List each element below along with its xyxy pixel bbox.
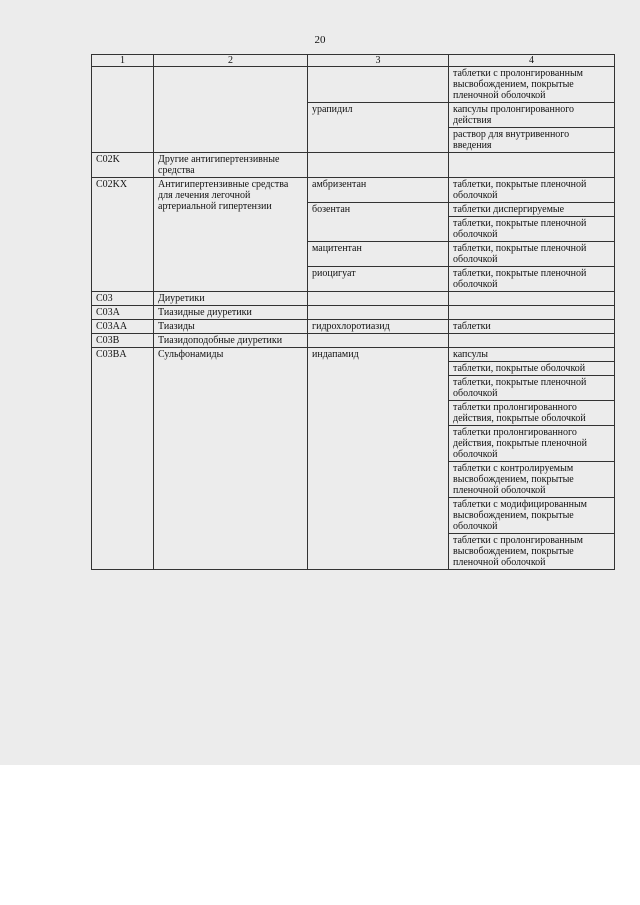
drug-name-cell — [308, 67, 449, 103]
dosage-form-cell: капсулы пролонгированного действия — [449, 103, 615, 128]
drug-name-cell: индапамид — [308, 348, 449, 570]
dosage-form-cell — [449, 306, 615, 320]
group-name-cell: Другие антигипертензивные средства — [154, 153, 308, 178]
dosage-form-cell: таблетки с пролонгированным высвобождением, покрытые пленочной оболочкой — [449, 67, 615, 103]
drug-name-cell: гидрохлоротиазид — [308, 320, 449, 334]
group-name-cell: Сульфонамиды — [154, 348, 308, 570]
atc-code-cell: C03A — [92, 306, 154, 320]
page-number: 20 — [314, 34, 326, 46]
dosage-form-cell: таблетки — [449, 320, 615, 334]
atc-code-cell: C02KX — [92, 178, 154, 292]
group-name-cell — [154, 67, 308, 153]
group-name-cell: Тиазидоподобные диуретики — [154, 334, 308, 348]
drug-name-cell: бозентан — [308, 203, 449, 242]
dosage-form-cell: таблетки, покрытые оболочкой — [449, 362, 615, 376]
group-name-cell: Тиазидные диуретики — [154, 306, 308, 320]
atc-code-cell: C03B — [92, 334, 154, 348]
drug-table — [91, 54, 615, 570]
atc-code-cell: C03AA — [92, 320, 154, 334]
dosage-form-cell: таблетки с пролонгированным высвобождением, покрытые пленочной оболочкой — [449, 534, 615, 570]
dosage-form-cell: таблетки, покрытые пленочной оболочкой — [449, 217, 615, 242]
dosage-form-cell: таблетки с модифицированным высвобождением, покрытые оболочкой — [449, 498, 615, 534]
group-name-cell: Антигипертензивные средства для лечения легочной артериальной гипертензии — [154, 178, 308, 292]
table-row — [92, 153, 615, 178]
dosage-form-cell — [449, 292, 615, 306]
dosage-form-cell — [449, 153, 615, 178]
drug-name-cell: риоцигуат — [308, 267, 449, 292]
dosage-form-cell: таблетки пролонгированного действия, покрытые пленочной оболочкой — [449, 426, 615, 462]
group-name-cell: Тиазиды — [154, 320, 308, 334]
drug-name-cell — [308, 292, 449, 306]
drug-name-cell: мацитентан — [308, 242, 449, 267]
table-header-row — [92, 55, 615, 67]
dosage-form-cell — [449, 334, 615, 348]
dosage-form-cell: таблетки, покрытые пленочной оболочкой — [449, 376, 615, 401]
atc-code-cell: C02K — [92, 153, 154, 178]
dosage-form-cell: таблетки, покрытые пленочной оболочкой — [449, 178, 615, 203]
table-row — [92, 178, 615, 203]
drug-name-cell — [308, 334, 449, 348]
table-row — [92, 348, 615, 362]
table-row — [92, 320, 615, 334]
table-row — [92, 67, 615, 103]
atc-code-cell — [92, 67, 154, 153]
drug-name-cell — [308, 153, 449, 178]
atc-code-cell: C03 — [92, 292, 154, 306]
column-header: 4 — [449, 55, 615, 67]
group-name-cell: Диуретики — [154, 292, 308, 306]
table-row — [92, 306, 615, 320]
dosage-form-cell: таблетки, покрытые пленочной оболочкой — [449, 242, 615, 267]
column-header: 3 — [308, 55, 449, 67]
column-header: 2 — [154, 55, 308, 67]
dosage-form-cell: раствор для внутривенного введения — [449, 128, 615, 153]
drug-name-cell: амбризентан — [308, 178, 449, 203]
table-row — [92, 334, 615, 348]
table-row — [92, 292, 615, 306]
dosage-form-cell: таблетки с контролируемым высвобождением, покрытые пленочной оболочкой — [449, 462, 615, 498]
dosage-form-cell: таблетки, покрытые пленочной оболочкой — [449, 267, 615, 292]
dosage-form-cell: таблетки диспергируемые — [449, 203, 615, 217]
drug-name-cell — [308, 306, 449, 320]
atc-code-cell: C03BA — [92, 348, 154, 570]
drug-name-cell: урапидил — [308, 103, 449, 153]
column-header: 1 — [92, 55, 154, 67]
dosage-form-cell: таблетки пролонгированного действия, покрытые оболочкой — [449, 401, 615, 426]
dosage-form-cell: капсулы — [449, 348, 615, 362]
